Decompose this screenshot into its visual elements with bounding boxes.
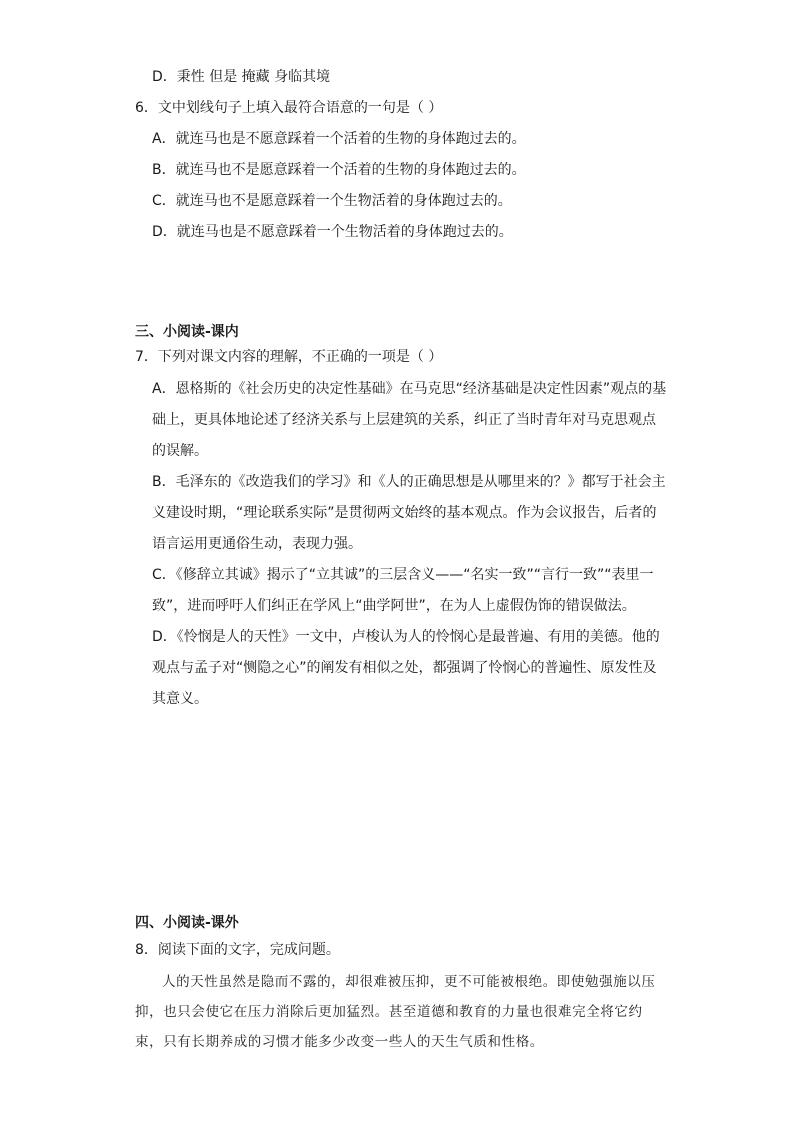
q6-option-a: A．就连马也是不愿意踩着一个活着的生物的身体跑过去的。 bbox=[152, 131, 526, 147]
section-4-title: 四、小阅读-课外 bbox=[135, 915, 239, 931]
q7-option-b-line3: 语言运用更通俗生动，表现力强。 bbox=[152, 536, 362, 552]
q6-option-b: B．就连马也不是愿意踩着一个活着的生物的身体跑过去的。 bbox=[152, 162, 526, 178]
q8-reading-passage: 人的天性虽然是隐而不露的，却很难被压抑，更不可能被根绝。即使勉强施以压抑，也只会使它在压力消除后更加猛烈。甚至道德和教育的力量也很难完全将它约束，只有长期养成的习惯才能多少改变一些人的天生气质和性格。 bbox=[135, 974, 656, 1050]
q7-option-b-line2: 义建设时期，“理论联系实际”是贯彻两文始终的基本观点。作为会议报告，后者的 bbox=[152, 505, 657, 521]
q7-option-b-line1: B．毛泽东的《改造我们的学习》和《人的正确思想是从哪里来的？》都写于社会主 bbox=[152, 474, 666, 490]
q6-option-c: C．就连马也不是愿意踩着一个生物活着的身体跑过去的。 bbox=[152, 193, 512, 209]
q7-stem: 7．下列对课文内容的理解，不正确的一项是（ ） bbox=[135, 349, 443, 365]
q7-option-a-line1: A．恩格斯的《社会历史的决定性基础》在马克思“经济基础是决定性因素”观点的基 bbox=[152, 381, 667, 397]
q7-option-a-line3: 的误解。 bbox=[152, 443, 208, 459]
q5-option-d: D．秉性 但是 掩藏 身临其境 bbox=[152, 69, 331, 85]
q6-stem: 6．文中划线句子上填入最符合语意的一句是（ ） bbox=[135, 100, 443, 116]
q7-option-d-line1: D．《怜悯是人的天性》一文中，卢梭认为人的怜悯心是最普遍、有用的美德。他的 bbox=[152, 629, 660, 645]
q7-option-c-line1: C．《修辞立其诚》揭示了“立其诚”的三层含义——“名实一致”“言行一致”“表里一 bbox=[152, 567, 654, 583]
section-3-title: 三、小阅读-课内 bbox=[135, 324, 239, 340]
q7-option-d-line3: 其意义。 bbox=[152, 691, 208, 707]
q7-option-c-line2: 致”，进而呼吁人们纠正在学风上“曲学阿世”，在为人上虚假伪饰的错误做法。 bbox=[152, 598, 636, 614]
q7-option-d-line2: 观点与孟子对“恻隐之心”的阐发有相似之处，都强调了怜悯心的普遍性、原发性及 bbox=[152, 660, 657, 676]
q8-stem: 8．阅读下面的文字，完成问题。 bbox=[135, 942, 340, 958]
q7-option-a-line2: 础上，更具体地论述了经济关系与上层建筑的关系，纠正了当时青年对马克思观点 bbox=[152, 412, 656, 428]
q6-option-d: D．就连马也是不愿意踩着一个生物活着的身体跑过去的。 bbox=[152, 224, 513, 240]
